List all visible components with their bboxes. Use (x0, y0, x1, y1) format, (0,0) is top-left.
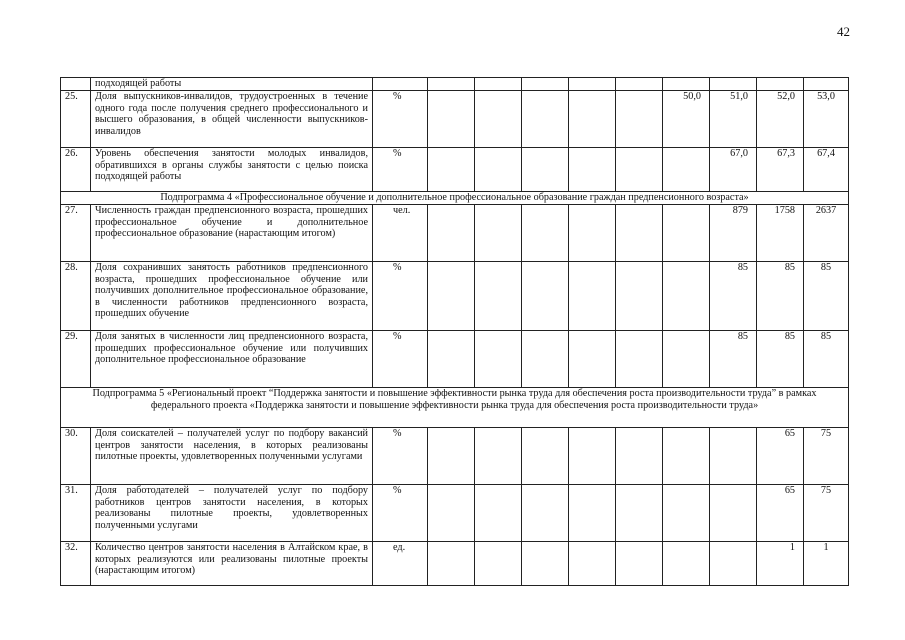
value-cell (569, 485, 616, 542)
value-cell (663, 262, 710, 331)
row-number: 28. (61, 262, 91, 331)
subprogram-header-row (61, 388, 849, 428)
value-cell: 85 (804, 331, 849, 388)
unit-of-measure: чел. (373, 205, 428, 262)
value-cell (428, 428, 475, 485)
value-cell (475, 91, 522, 148)
value-cell (428, 262, 475, 331)
unit-of-measure: ед. (373, 542, 428, 586)
value-cell (475, 262, 522, 331)
value-cell (569, 78, 616, 91)
value-cell (616, 91, 663, 148)
value-cell (616, 78, 663, 91)
value-cell (757, 78, 804, 91)
value-cell: 85 (710, 262, 757, 331)
value-cell (428, 542, 475, 586)
value-cell: 50,0 (663, 91, 710, 148)
table-row (61, 542, 849, 586)
value-cell (475, 148, 522, 192)
value-cell: 75 (804, 428, 849, 485)
value-cell (522, 148, 569, 192)
value-cell (522, 542, 569, 586)
value-cell: 85 (757, 262, 804, 331)
value-cell (428, 205, 475, 262)
value-cell: 85 (710, 331, 757, 388)
value-cell (475, 78, 522, 91)
indicators-table (60, 77, 849, 586)
row-number: 31. (61, 485, 91, 542)
value-cell (616, 262, 663, 331)
value-cell: 879 (710, 205, 757, 262)
value-cell (663, 148, 710, 192)
unit-of-measure: % (373, 428, 428, 485)
value-cell (710, 428, 757, 485)
value-cell (522, 91, 569, 148)
value-cell: 85 (804, 262, 849, 331)
value-cell (663, 205, 710, 262)
value-cell (569, 205, 616, 262)
value-cell (428, 148, 475, 192)
row-number: 32. (61, 542, 91, 586)
value-cell: 65 (757, 428, 804, 485)
row-number: 26. (61, 148, 91, 192)
value-cell (428, 485, 475, 542)
value-cell (616, 542, 663, 586)
value-cell (522, 78, 569, 91)
value-cell (710, 78, 757, 91)
value-cell (569, 428, 616, 485)
value-cell: 67,3 (757, 148, 804, 192)
subprogram-title: Подпрограмма 4 «Профессиональное обучение и дополнительное профессиональное образование граждан предпенсионного возраста» (61, 192, 849, 205)
value-cell: 1 (757, 542, 804, 586)
indicator-name: Количество центров занятости населения в Алтайском крае, в которых реализуются или реализованы пилотные проекты (нарастающим итогом) (91, 542, 373, 586)
value-cell (428, 78, 475, 91)
value-cell (522, 205, 569, 262)
value-cell (663, 78, 710, 91)
unit-of-measure: % (373, 148, 428, 192)
value-cell (475, 428, 522, 485)
value-cell: 2637 (804, 205, 849, 262)
table-row (61, 262, 849, 331)
indicator-name: Доля занятых в численности лиц предпенсионного возраста, прошедших профессиональное обучение или получивших дополнительное профессиональное образование (91, 331, 373, 388)
table-row (61, 91, 849, 148)
indicator-name: Численность граждан предпенсионного возраста, прошедших профессиональное обучение и дополнительное профессиональное образование (нарастающим итогом) (91, 205, 373, 262)
value-cell (428, 331, 475, 388)
value-cell (569, 542, 616, 586)
value-cell (475, 331, 522, 388)
value-cell (710, 542, 757, 586)
row-number: 30. (61, 428, 91, 485)
row-number: 27. (61, 205, 91, 262)
table-row (61, 485, 849, 542)
value-cell: 52,0 (757, 91, 804, 148)
subprogram-title: Подпрограмма 5 «Региональный проект “Поддержка занятости и повышение эффективности рынка труда для обеспечения роста производительности труда” в рамках федерального проекта «Поддержка занятости и повышение эффективности рынка труда для обеспечения роста производительности труда» (61, 388, 849, 428)
value-cell: 51,0 (710, 91, 757, 148)
value-cell: 53,0 (804, 91, 849, 148)
value-cell (522, 428, 569, 485)
indicator-name: Доля выпускников-инвалидов, трудоустроенных в течение одного года после получения среднего профессионального и высшего образования, в общей численности выпускников-инвалидов (91, 91, 373, 148)
value-cell (616, 148, 663, 192)
value-cell (616, 428, 663, 485)
unit-of-measure: % (373, 485, 428, 542)
value-cell (569, 148, 616, 192)
value-cell (569, 262, 616, 331)
value-cell (522, 485, 569, 542)
indicator-name: Доля сохранивших занятость работников предпенсионного возраста, прошедших профессиональное обучение или получивших дополнительное профессиональное образование, в численности работников предпенсионного возраста, прошедших обучение (91, 262, 373, 331)
page-number: 42 (837, 24, 850, 39)
row-number (61, 78, 91, 91)
value-cell (428, 91, 475, 148)
table-row (61, 428, 849, 485)
value-cell: 65 (757, 485, 804, 542)
row-number: 29. (61, 331, 91, 388)
value-cell (804, 78, 849, 91)
table-row (61, 148, 849, 192)
value-cell: 67,0 (710, 148, 757, 192)
value-cell (663, 331, 710, 388)
value-cell: 67,4 (804, 148, 849, 192)
indicator-name: Доля работодателей – получателей услуг по подбору работников центров занятости населения, в которых реализованы пилотные проекты, удовлетворенных полученными услугами (91, 485, 373, 542)
value-cell (475, 542, 522, 586)
unit-of-measure: % (373, 331, 428, 388)
unit-of-measure: % (373, 91, 428, 148)
row-number: 25. (61, 91, 91, 148)
unit-of-measure: % (373, 262, 428, 331)
value-cell (616, 485, 663, 542)
value-cell (663, 428, 710, 485)
value-cell: 85 (757, 331, 804, 388)
indicator-name: Доля соискателей – получателей услуг по подбору вакансий центров занятости населения, в которых реализованы пилотные проекты, удовлетворенных полученными услугами (91, 428, 373, 485)
subprogram-header-row (61, 192, 849, 205)
value-cell (616, 205, 663, 262)
value-cell (710, 485, 757, 542)
value-cell: 75 (804, 485, 849, 542)
value-cell (475, 485, 522, 542)
table-row (61, 331, 849, 388)
unit-of-measure (373, 78, 428, 91)
value-cell (475, 205, 522, 262)
table-row (61, 78, 849, 91)
indicator-name: Уровень обеспечения занятости молодых инвалидов, обратившихся в органы службы занятости с целью поиска подходящей работы (91, 148, 373, 192)
table-row (61, 205, 849, 262)
indicator-name: подходящей работы (91, 78, 373, 91)
value-cell: 1758 (757, 205, 804, 262)
value-cell: 1 (804, 542, 849, 586)
value-cell (569, 331, 616, 388)
value-cell (663, 485, 710, 542)
value-cell (663, 542, 710, 586)
value-cell (522, 331, 569, 388)
value-cell (569, 91, 616, 148)
value-cell (616, 331, 663, 388)
value-cell (522, 262, 569, 331)
